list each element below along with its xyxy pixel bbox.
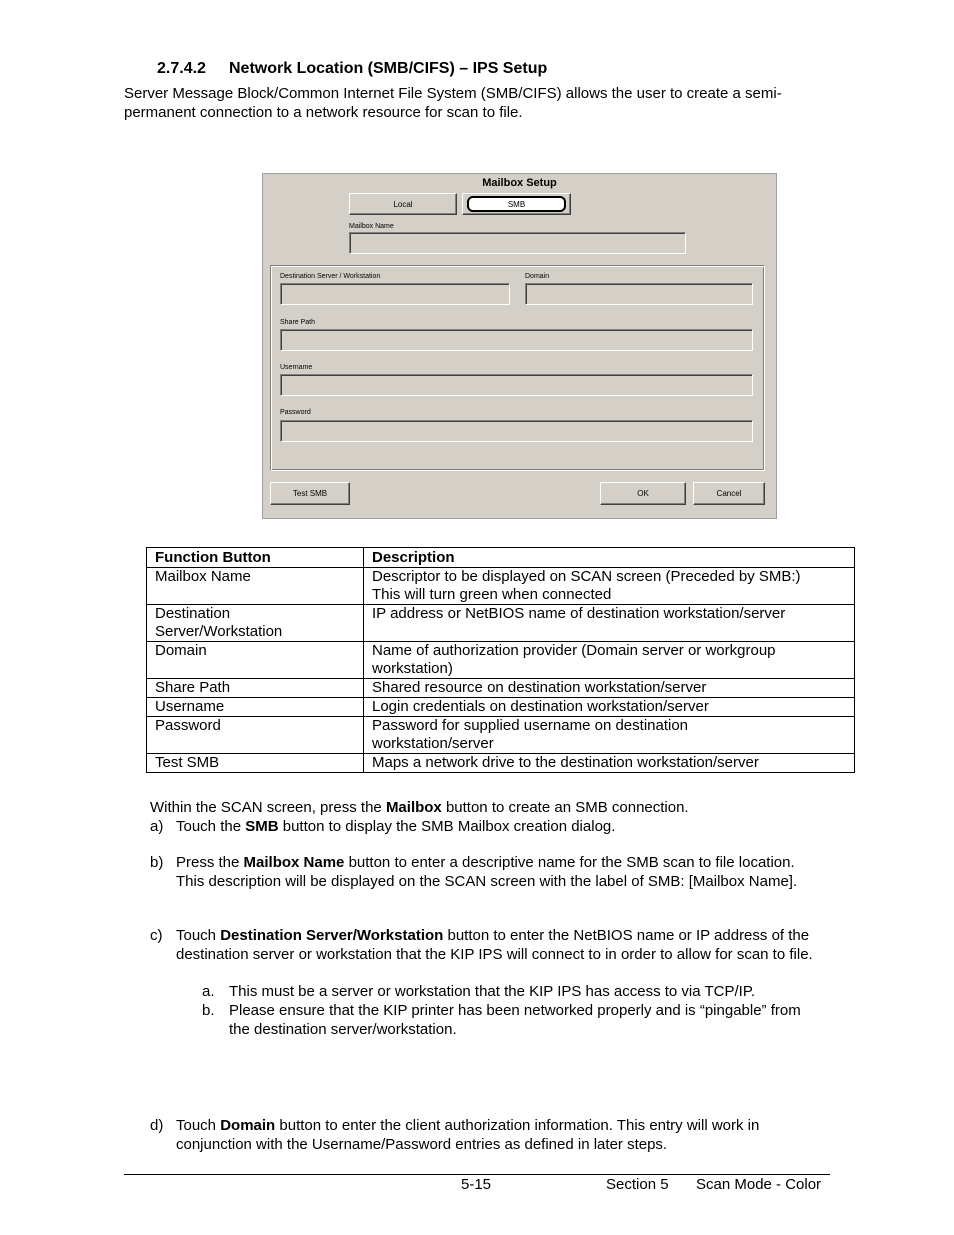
destination-label: Destination Server / Workstation xyxy=(280,273,381,280)
footer-title: Scan Mode - Color xyxy=(696,1176,822,1193)
table-header-function: Function Button xyxy=(147,548,364,568)
table-cell-function: Mailbox Name xyxy=(147,568,364,605)
domain-field[interactable] xyxy=(525,283,753,305)
section-title: Network Location (SMB/CIFS) – IPS Setup xyxy=(229,60,548,77)
step-b-text: Press the Mailbox Name button to enter a descriptive name for the SMB scan to file location. This description will be displayed on the SCAN screen with the label of SMB: [Mailbox Name]. xyxy=(176,854,798,890)
step-a-text: Touch the SMB button to display the SMB Mailbox creation dialog. xyxy=(176,818,616,835)
table-cell-description: Descriptor to be displayed on SCAN screen (Preceded by SMB:) This will turn green when connected xyxy=(364,568,855,605)
table-cell-description: IP address or NetBIOS name of destination workstation/server xyxy=(364,605,855,642)
step-d-label: d) xyxy=(150,1117,164,1134)
share-path-field[interactable] xyxy=(280,329,753,351)
step-c-text: Touch Destination Server/Workstation button to enter the NetBIOS name or IP address of the destination server or workstation that the KIP IPS will connect to in order to allow for scan to file. xyxy=(176,927,813,963)
table-row xyxy=(147,679,855,698)
table-header-description: Description xyxy=(364,548,855,568)
table-cell-description: Shared resource on destination workstation/server xyxy=(364,679,855,698)
section-number: 2.7.4.2 xyxy=(157,60,206,77)
ok-button[interactable] xyxy=(600,482,686,505)
password-label: Password xyxy=(280,409,311,416)
share-path-label: Share Path xyxy=(280,319,316,326)
footer-section: Section 5 xyxy=(606,1176,669,1193)
table-row xyxy=(147,642,855,679)
table-row xyxy=(147,698,855,717)
instructions-lead: Within the SCAN screen, press the Mailbox button to create an SMB connection. xyxy=(150,799,689,816)
username-label: Username xyxy=(280,364,313,371)
cancel-button[interactable] xyxy=(693,482,765,505)
cancel-button-label: Cancel xyxy=(716,489,742,498)
table-cell-function: Domain xyxy=(147,642,364,679)
table-header-row xyxy=(147,548,855,568)
local-button[interactable] xyxy=(349,193,457,215)
table-cell-function: Username xyxy=(147,698,364,717)
step-d-text: Touch Domain button to enter the client authorization information. This entry will work in conjunction with the Username/Password entries as defined in later steps. xyxy=(176,1117,760,1153)
section-heading xyxy=(157,60,547,78)
password-field[interactable] xyxy=(280,420,753,442)
table-row xyxy=(147,568,855,605)
dialog-title: Mailbox Setup xyxy=(482,177,557,189)
footer-page-number: 5-15 xyxy=(461,1176,492,1193)
mailbox-name-label: Mailbox Name xyxy=(349,223,394,230)
domain-label: Domain xyxy=(525,273,550,280)
table-cell-description: Maps a network drive to the destination workstation/server xyxy=(364,754,855,773)
mailbox-name-field[interactable] xyxy=(349,232,686,254)
test-smb-button-label: Test SMB xyxy=(292,489,328,498)
smb-button-label: SMB xyxy=(507,199,526,209)
smb-button-frame xyxy=(462,193,571,215)
table-cell-function: Test SMB xyxy=(147,754,364,773)
step-b-label: b) xyxy=(150,854,164,871)
table-cell-function: Password xyxy=(147,717,364,754)
table-cell-description: Password for supplied username on destination workstation/server xyxy=(364,717,855,754)
step-a-label: a) xyxy=(150,818,164,835)
table-cell-function: Share Path xyxy=(147,679,364,698)
table-row xyxy=(147,605,855,642)
table-cell-function: Destination Server/Workstation xyxy=(147,605,364,642)
ok-button-label: OK xyxy=(637,489,649,498)
username-field[interactable] xyxy=(280,374,753,396)
function-table xyxy=(146,547,855,773)
destination-field[interactable] xyxy=(280,283,510,305)
smb-button[interactable] xyxy=(467,196,566,212)
intro-paragraph: Server Message Block/Common Internet File System (SMB/CIFS) allows the user to create a semi-permanent connection to a network resource for scan to file. xyxy=(124,85,782,121)
test-smb-button[interactable] xyxy=(270,482,350,505)
table-cell-description: Name of authorization provider (Domain server or workgroup workstation) xyxy=(364,642,855,679)
table-row xyxy=(147,717,855,754)
footer-rule xyxy=(124,1174,830,1175)
table-row xyxy=(147,754,855,773)
local-button-label: Local xyxy=(393,199,413,209)
step-c-label: c) xyxy=(150,927,163,944)
table-cell-description: Login credentials on destination workstation/server xyxy=(364,698,855,717)
mailbox-setup-dialog xyxy=(262,173,777,519)
